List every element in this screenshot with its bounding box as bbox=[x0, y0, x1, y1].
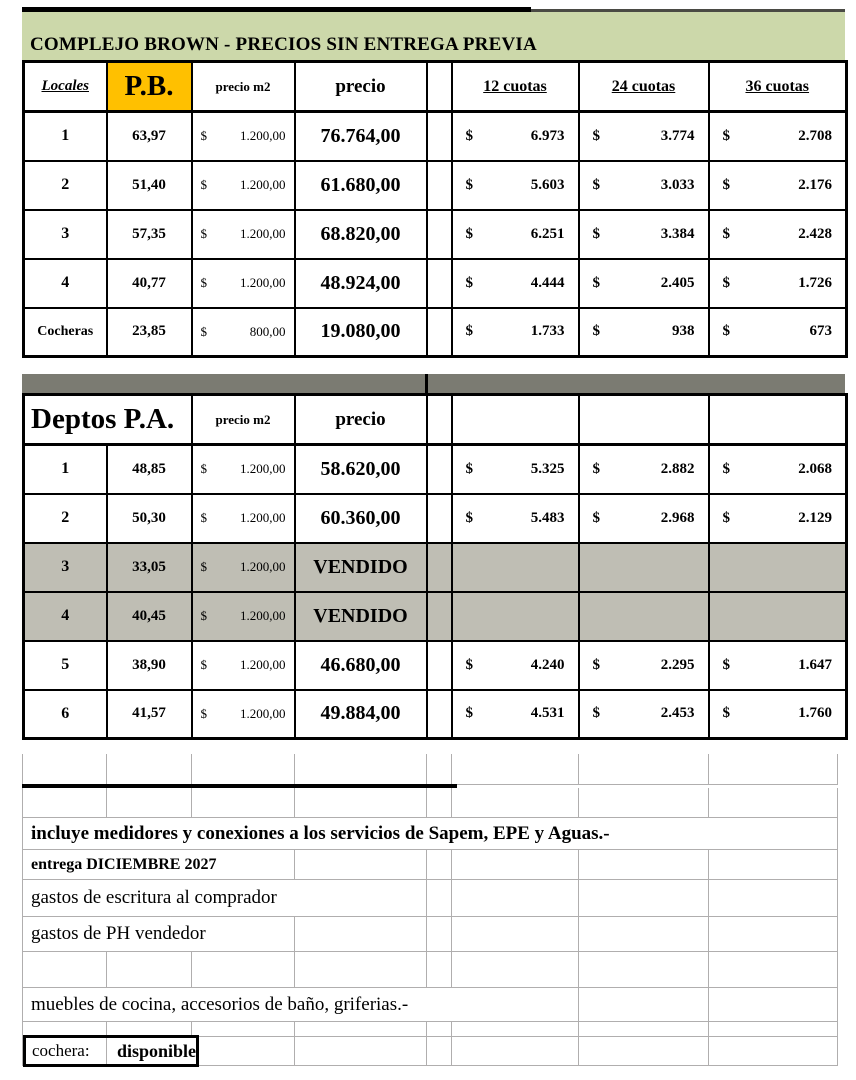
currency-symbol: $ bbox=[200, 657, 207, 672]
cell-cuota_24-value: 2.295 bbox=[660, 656, 695, 673]
cell-cuota_12-value: 5.325 bbox=[530, 460, 565, 477]
cell-precio: 76.764,00 bbox=[295, 112, 427, 161]
deptos-header-precio-m2: precio m2 bbox=[192, 395, 295, 445]
cell-cuota_36 bbox=[709, 543, 847, 592]
cell-cuota_12-value: 4.531 bbox=[530, 705, 565, 722]
cell-spacer bbox=[427, 592, 452, 641]
currency-symbol: $ bbox=[465, 705, 473, 722]
note-row-gastos-ph bbox=[22, 917, 838, 952]
cell-unit-name: 6 bbox=[24, 690, 107, 739]
cell-m2: 40,77 bbox=[107, 259, 192, 308]
deptos-header-precio: precio bbox=[295, 395, 427, 445]
cell-spacer bbox=[427, 161, 452, 210]
deptos-header-empty-36 bbox=[709, 395, 847, 445]
cell-precio-m2-value: 1.200,00 bbox=[240, 608, 286, 623]
cell-precio-m2 bbox=[192, 308, 295, 357]
currency-symbol: $ bbox=[722, 176, 730, 193]
cell-cuota_24-value: 3.774 bbox=[660, 127, 695, 144]
cell-cuota_36-value: 1.760 bbox=[798, 705, 832, 722]
currency-symbol: $ bbox=[722, 460, 730, 477]
cell-unit-name: Cocheras bbox=[24, 308, 107, 357]
cell-cuota_24 bbox=[579, 445, 709, 494]
cell-cuota_36-value: 2.708 bbox=[798, 127, 832, 144]
table-row-6 bbox=[24, 690, 847, 739]
currency-symbol: $ bbox=[722, 705, 730, 722]
header-12-cuotas: 12 cuotas bbox=[452, 62, 579, 112]
currency-symbol: $ bbox=[592, 127, 600, 144]
cell-precio-m2-value: 1.200,00 bbox=[240, 128, 286, 144]
cell-unit-name: 4 bbox=[24, 592, 107, 641]
cell-cuota_24-value: 938 bbox=[672, 323, 695, 340]
cell-cuota_36 bbox=[709, 161, 847, 210]
header-24-cuotas: 24 cuotas bbox=[579, 62, 709, 112]
cell-cuota_24-value: 2.882 bbox=[660, 460, 695, 477]
cell-unit-name: 3 bbox=[24, 210, 107, 259]
cell-unit-name: 2 bbox=[24, 161, 107, 210]
cochera-status-box bbox=[23, 1035, 199, 1067]
cell-precio-m2-value: 1.200,00 bbox=[240, 657, 286, 672]
cell-cuota_24 bbox=[579, 543, 709, 592]
cell-precio: 49.884,00 bbox=[295, 690, 427, 739]
currency-symbol: $ bbox=[200, 275, 207, 290]
table-row-1 bbox=[24, 445, 847, 494]
currency-symbol: $ bbox=[592, 705, 600, 722]
cell-unit-name: 1 bbox=[24, 445, 107, 494]
cell-precio-m2-value: 1.200,00 bbox=[240, 226, 286, 241]
cell-precio: 58.620,00 bbox=[295, 445, 427, 494]
cell-m2: 41,57 bbox=[107, 690, 192, 739]
note-row-gastos-escritura bbox=[22, 880, 838, 917]
cell-precio-m2 bbox=[192, 259, 295, 308]
table-row-2 bbox=[24, 161, 847, 210]
cell-precio: 46.680,00 bbox=[295, 641, 427, 690]
note-row-muebles bbox=[22, 988, 838, 1022]
cell-cuota_12 bbox=[452, 690, 579, 739]
cell-cuota_24 bbox=[579, 641, 709, 690]
cell-cuota_36 bbox=[709, 445, 847, 494]
cell-spacer bbox=[427, 112, 452, 161]
cell-unit-name: 1 bbox=[24, 112, 107, 161]
cell-cuota_12 bbox=[452, 308, 579, 357]
locales-header-row bbox=[24, 62, 847, 112]
cell-cuota_12 bbox=[452, 112, 579, 161]
sheet-title: COMPLEJO BROWN - PRECIOS SIN ENTREGA PREVIA bbox=[30, 34, 537, 55]
cochera-status-value: disponible bbox=[116, 1040, 196, 1061]
cell-spacer bbox=[427, 543, 452, 592]
cell-spacer bbox=[427, 445, 452, 494]
table-row-1 bbox=[24, 112, 847, 161]
cell-precio-m2 bbox=[192, 210, 295, 259]
cell-m2: 40,45 bbox=[107, 592, 192, 641]
currency-symbol: $ bbox=[465, 127, 473, 144]
section-separator-band bbox=[22, 374, 845, 393]
cochera-label: cochera: bbox=[26, 1038, 107, 1064]
cell-cuota_24 bbox=[579, 690, 709, 739]
cell-precio-m2-value: 1.200,00 bbox=[240, 510, 286, 525]
currency-symbol: $ bbox=[200, 608, 207, 623]
locales-table bbox=[22, 60, 848, 358]
cell-precio-m2 bbox=[192, 641, 295, 690]
cell-cuota_36 bbox=[709, 690, 847, 739]
currency-symbol: $ bbox=[200, 559, 207, 574]
currency-symbol: $ bbox=[465, 274, 473, 291]
currency-symbol: $ bbox=[200, 510, 207, 525]
note-gastos-ph: gastos de PH vendedor bbox=[31, 923, 206, 944]
cell-precio: 60.360,00 bbox=[295, 494, 427, 543]
cell-precio-m2 bbox=[192, 112, 295, 161]
currency-symbol: $ bbox=[592, 323, 600, 340]
empty-grid-row bbox=[22, 788, 838, 818]
currency-symbol: $ bbox=[722, 323, 730, 340]
cell-cuota_24-value: 3.033 bbox=[660, 176, 695, 193]
currency-symbol: $ bbox=[200, 177, 207, 192]
table-row-3 bbox=[24, 210, 847, 259]
currency-symbol: $ bbox=[592, 460, 600, 477]
deptos-header-row bbox=[24, 395, 847, 445]
cell-precio: VENDIDO bbox=[295, 592, 427, 641]
cell-cuota_36-value: 2.176 bbox=[798, 176, 832, 193]
cell-cuota_12-value: 5.603 bbox=[530, 176, 565, 193]
table-row-cocheras bbox=[24, 308, 847, 357]
currency-symbol: $ bbox=[465, 460, 473, 477]
cell-precio-m2 bbox=[192, 592, 295, 641]
cell-spacer bbox=[427, 259, 452, 308]
cell-cuota_36 bbox=[709, 308, 847, 357]
cell-precio-m2 bbox=[192, 690, 295, 739]
currency-symbol: $ bbox=[465, 323, 473, 340]
note-row-entrega bbox=[22, 850, 838, 880]
cell-cuota_12 bbox=[452, 259, 579, 308]
cell-cuota_24 bbox=[579, 494, 709, 543]
cell-cuota_36 bbox=[709, 210, 847, 259]
currency-symbol: $ bbox=[592, 225, 600, 242]
table-row-4 bbox=[24, 259, 847, 308]
cell-cuota_36 bbox=[709, 494, 847, 543]
cell-precio: VENDIDO bbox=[295, 543, 427, 592]
cell-cuota_36-value: 673 bbox=[809, 323, 832, 340]
cell-m2: 48,85 bbox=[107, 445, 192, 494]
currency-symbol: $ bbox=[722, 509, 730, 526]
currency-symbol: $ bbox=[592, 176, 600, 193]
cell-cuota_36-value: 2.129 bbox=[798, 509, 832, 526]
currency-symbol: $ bbox=[592, 274, 600, 291]
cell-cuota_36 bbox=[709, 641, 847, 690]
cell-cuota_24 bbox=[579, 210, 709, 259]
cell-cuota_24-value: 2.453 bbox=[660, 705, 695, 722]
currency-symbol: $ bbox=[200, 128, 207, 144]
cell-cuota_12-value: 6.251 bbox=[530, 225, 565, 242]
table-row-2 bbox=[24, 494, 847, 543]
header-precio-m2: precio m2 bbox=[192, 62, 295, 112]
cell-cuota_12-value: 4.444 bbox=[530, 274, 565, 291]
note-gastos-escritura: gastos de escritura al comprador bbox=[31, 887, 277, 908]
cell-cuota_24-value: 2.968 bbox=[660, 509, 695, 526]
currency-symbol: $ bbox=[722, 274, 730, 291]
currency-symbol: $ bbox=[722, 127, 730, 144]
currency-symbol: $ bbox=[200, 461, 207, 477]
cell-cuota_12 bbox=[452, 494, 579, 543]
cell-precio-m2-value: 1.200,00 bbox=[240, 559, 286, 574]
cell-m2: 23,85 bbox=[107, 308, 192, 357]
cell-unit-name: 5 bbox=[24, 641, 107, 690]
cell-cuota_36 bbox=[709, 592, 847, 641]
cell-unit-name: 4 bbox=[24, 259, 107, 308]
currency-symbol: $ bbox=[592, 656, 600, 673]
cell-unit-name: 2 bbox=[24, 494, 107, 543]
cell-cuota_36-value: 1.726 bbox=[798, 274, 832, 291]
cell-cuota_12-value: 4.240 bbox=[530, 656, 565, 673]
cell-cuota_12 bbox=[452, 592, 579, 641]
cell-spacer bbox=[427, 308, 452, 357]
currency-symbol: $ bbox=[465, 176, 473, 193]
cell-cuota_24 bbox=[579, 259, 709, 308]
cell-precio-m2 bbox=[192, 494, 295, 543]
cell-precio: 61.680,00 bbox=[295, 161, 427, 210]
cell-cuota_12-value: 6.973 bbox=[530, 127, 565, 144]
cell-m2: 51,40 bbox=[107, 161, 192, 210]
currency-symbol: $ bbox=[465, 509, 473, 526]
header-locales: Locales bbox=[24, 62, 107, 112]
cell-precio: 68.820,00 bbox=[295, 210, 427, 259]
cell-cuota_36 bbox=[709, 259, 847, 308]
note-servicios: incluye medidores y conexiones a los servicios de Sapem, EPE y Aguas.- bbox=[31, 822, 610, 844]
currency-symbol: $ bbox=[200, 226, 207, 241]
cell-cuota_24-value: 2.405 bbox=[660, 274, 695, 291]
cell-precio: 48.924,00 bbox=[295, 259, 427, 308]
cell-cuota_24 bbox=[579, 308, 709, 357]
sheet-title-bar bbox=[22, 12, 845, 60]
section-title-deptos: Deptos P.A. bbox=[24, 395, 192, 445]
cell-cuota_12 bbox=[452, 161, 579, 210]
cell-m2: 38,90 bbox=[107, 641, 192, 690]
deptos-header-empty-12 bbox=[452, 395, 579, 445]
note-muebles: muebles de cocina, accesorios de baño, griferias.- bbox=[31, 993, 409, 1015]
note-row-servicios bbox=[22, 818, 838, 850]
cell-cuota_12 bbox=[452, 210, 579, 259]
cell-m2: 57,35 bbox=[107, 210, 192, 259]
cell-precio: 19.080,00 bbox=[295, 308, 427, 357]
cell-precio-m2-value: 1.200,00 bbox=[240, 461, 286, 477]
currency-symbol: $ bbox=[722, 225, 730, 242]
currency-symbol: $ bbox=[465, 225, 473, 242]
cell-cuota_12 bbox=[452, 641, 579, 690]
currency-symbol: $ bbox=[200, 705, 207, 721]
cell-unit-name: 3 bbox=[24, 543, 107, 592]
header-spacer bbox=[427, 62, 452, 112]
cell-m2: 33,05 bbox=[107, 543, 192, 592]
cell-cuota_12 bbox=[452, 445, 579, 494]
deptos-header-spacer bbox=[427, 395, 452, 445]
cell-cuota_24 bbox=[579, 112, 709, 161]
cell-spacer bbox=[427, 494, 452, 543]
cell-cuota_36-value: 2.428 bbox=[798, 225, 832, 242]
cell-precio-m2-value: 1.200,00 bbox=[240, 177, 286, 192]
cell-cuota_12 bbox=[452, 543, 579, 592]
note-entrega: entrega DICIEMBRE 2027 bbox=[31, 855, 217, 873]
empty-grid-row bbox=[22, 754, 838, 785]
header-36-cuotas: 36 cuotas bbox=[709, 62, 847, 112]
deptos-header-empty-24 bbox=[579, 395, 709, 445]
table-row-3 bbox=[24, 543, 847, 592]
currency-symbol: $ bbox=[722, 656, 730, 673]
cell-cuota_36-value: 1.647 bbox=[798, 656, 832, 673]
currency-symbol: $ bbox=[200, 323, 207, 339]
cell-cuota_36 bbox=[709, 112, 847, 161]
cell-precio-m2 bbox=[192, 161, 295, 210]
cell-cuota_24-value: 3.384 bbox=[660, 225, 695, 242]
currency-symbol: $ bbox=[592, 509, 600, 526]
table-row-4 bbox=[24, 592, 847, 641]
cell-precio-m2-value: 1.200,00 bbox=[240, 275, 286, 290]
cell-precio-m2 bbox=[192, 445, 295, 494]
empty-grid-row bbox=[22, 952, 838, 988]
cell-spacer bbox=[427, 641, 452, 690]
cell-spacer bbox=[427, 690, 452, 739]
header-precio: precio bbox=[295, 62, 427, 112]
currency-symbol: $ bbox=[465, 656, 473, 673]
cell-precio-m2 bbox=[192, 543, 295, 592]
table-row-5 bbox=[24, 641, 847, 690]
cell-m2: 50,30 bbox=[107, 494, 192, 543]
cell-cuota_24 bbox=[579, 592, 709, 641]
deptos-table bbox=[22, 393, 848, 740]
cell-cuota_12-value: 5.483 bbox=[530, 509, 565, 526]
cell-precio-m2-value: 800,00 bbox=[249, 323, 286, 339]
cell-spacer bbox=[427, 210, 452, 259]
cochera-row bbox=[22, 1037, 838, 1066]
cell-cuota_24 bbox=[579, 161, 709, 210]
cell-m2: 63,97 bbox=[107, 112, 192, 161]
cell-cuota_36-value: 2.068 bbox=[798, 460, 832, 477]
cell-cuota_12-value: 1.733 bbox=[530, 323, 565, 340]
header-pb: P.B. bbox=[107, 62, 192, 112]
cell-precio-m2-value: 1.200,00 bbox=[240, 705, 286, 721]
